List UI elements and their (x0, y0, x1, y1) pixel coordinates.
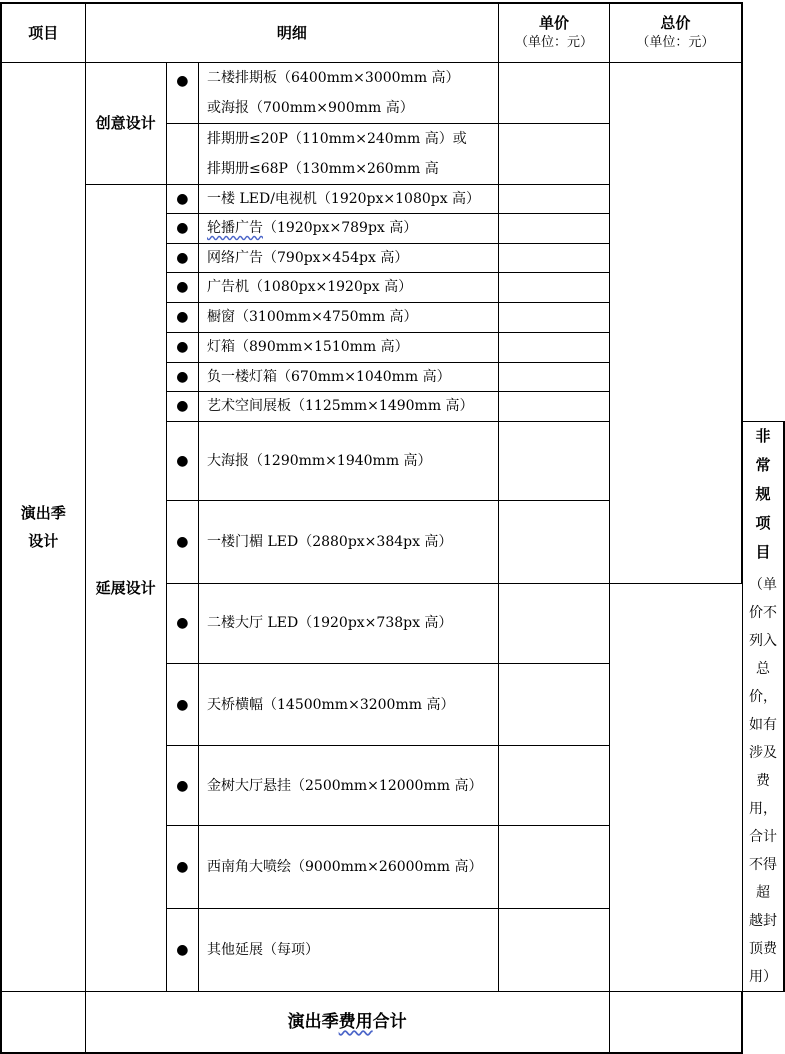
bullet-icon: ● (166, 391, 198, 421)
bullet-icon: ● (166, 421, 198, 501)
extension-item: 艺术空间展板（1125mm×1490mm 高） (199, 391, 499, 421)
non-regular-note: 非常规项目 （单价不列入总 价，如有涉及费 用，合计不得超 越封顶费用） (742, 421, 784, 991)
unit-price-cell (499, 272, 610, 302)
header-total-price-sub: （单位：元） (636, 34, 715, 50)
extension-item: 天桥横幅（14500mm×3200mm 高） (199, 663, 499, 746)
total-price-cell (609, 62, 742, 583)
unit-price-cell (499, 332, 610, 362)
creative-item-1: 二楼排期板（6400mm×3000mm 高） 或海报（700mm×900mm 高） (199, 62, 499, 123)
extension-item: 金树大厅悬挂（2500mm×12000mm 高） (199, 746, 499, 826)
bullet-icon: ● (166, 908, 198, 991)
section-name: 演出季 设计 (1, 62, 85, 991)
header-unit-price-sub: （单位：元） (515, 34, 594, 50)
table-row (1, 62, 784, 123)
category-extension: 延展设计 (85, 184, 166, 991)
category-creative: 创意设计 (85, 62, 166, 184)
extension-item: 大海报（1290mm×1940mm 高） (199, 421, 499, 501)
extension-item: 其他延展（每项） (199, 908, 499, 991)
unit-price-cell (499, 421, 610, 501)
unit-price-cell (499, 391, 610, 421)
bullet-empty (166, 123, 198, 184)
bullet-icon: ● (166, 272, 198, 302)
unit-price-cell (499, 908, 610, 991)
header-detail: 明细 (85, 3, 499, 62)
extension-item: 一楼门楣 LED（2880px×384px 高） (199, 501, 499, 584)
header-item: 项目 (1, 3, 85, 62)
bullet-icon: ● (166, 746, 198, 826)
header-row (1, 3, 784, 62)
total-empty-cell (1, 991, 85, 1053)
extension-item: 网络广告（790px×454px 高） (199, 243, 499, 272)
unit-price-cell (499, 302, 610, 332)
unit-price-cell (499, 62, 610, 123)
total-row (1, 991, 784, 1053)
bullet-icon: ● (166, 332, 198, 362)
extension-item: 西南角大喷绘（9000mm×26000mm 高） (199, 826, 499, 909)
unit-price-cell (499, 123, 610, 184)
unit-price-cell (499, 184, 610, 213)
bullet-icon: ● (166, 663, 198, 746)
total-label: 演出季费用合计 (85, 991, 609, 1053)
extension-item: 广告机（1080px×1920px 高） (199, 272, 499, 302)
bullet-icon: ● (166, 826, 198, 909)
unit-price-cell (499, 583, 610, 663)
unit-price-cell (499, 243, 610, 272)
total-value-cell (609, 991, 742, 1053)
cost-table (0, 2, 785, 1054)
extension-item: 二楼大厅 LED（1920px×738px 高） (199, 583, 499, 663)
extension-item: 一楼 LED/电视机（1920px×1080px 高） (199, 184, 499, 213)
bullet-icon: ● (166, 243, 198, 272)
extension-item: 负一楼灯箱（670mm×1040mm 高） (199, 362, 499, 391)
unit-price-cell (499, 746, 610, 826)
bullet-icon: ● (166, 302, 198, 332)
bullet-icon: ● (166, 583, 198, 663)
header-total-price-label: 总价 (660, 13, 691, 32)
unit-price-cell (499, 501, 610, 584)
header-unit-price-label: 单价 (539, 13, 570, 32)
bullet-icon: ● (166, 213, 198, 243)
extension-item: 轮播广告（1920px×789px 高） (199, 213, 499, 243)
unit-price-cell (499, 362, 610, 391)
unit-price-cell (499, 663, 610, 746)
extension-item: 灯箱（890mm×1510mm 高） (199, 332, 499, 362)
creative-item-2: 排期册≤20P（110mm×240mm 高）或 排期册≤68P（130mm×260mm 高 (199, 123, 499, 184)
unit-price-cell (499, 826, 610, 909)
extension-item: 橱窗（3100mm×4750mm 高） (199, 302, 499, 332)
bullet-icon: ● (166, 62, 198, 123)
header-unit-price (499, 3, 610, 62)
bullet-icon: ● (166, 501, 198, 584)
unit-price-cell (499, 213, 610, 243)
bullet-icon: ● (166, 362, 198, 391)
note-title: 非常规项目 (755, 426, 771, 561)
header-total-price (609, 3, 742, 62)
bullet-icon: ● (166, 184, 198, 213)
